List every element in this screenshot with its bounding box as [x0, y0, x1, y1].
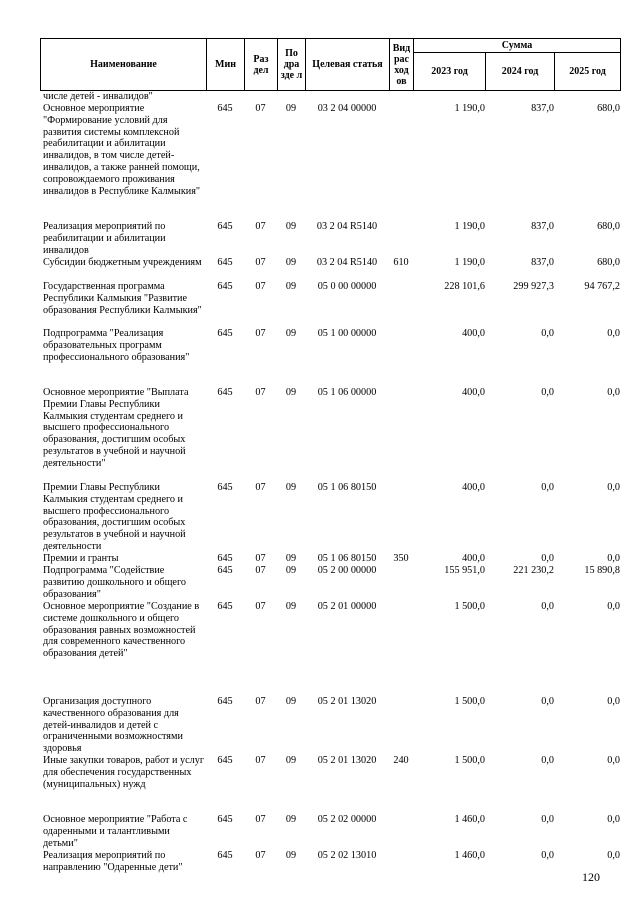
cell-s25: 0,0 — [607, 553, 620, 564]
cell-cel: 03 2 04 R5140 — [316, 257, 378, 268]
cell-s23: 1 190,0 — [454, 221, 485, 232]
cell-podr: 09 — [285, 601, 297, 612]
cell-name: Премии и гранты — [43, 553, 119, 564]
cell-s23: 400,0 — [462, 482, 485, 493]
cell-podr: 09 — [285, 221, 297, 232]
table-row — [40, 103, 620, 221]
cell-min: 645 — [217, 565, 233, 576]
cell-cel: 05 1 06 80150 — [317, 553, 377, 564]
document-page — [40, 38, 620, 874]
cell-vid: 240 — [393, 755, 409, 766]
cell-podr: 09 — [285, 103, 297, 114]
cell-s24: 0,0 — [541, 482, 554, 493]
cell-cel: 05 2 02 00000 — [317, 814, 377, 825]
cell-s24: 0,0 — [541, 755, 554, 766]
cell-cel: 05 1 06 00000 — [317, 387, 377, 398]
cell-vid: 350 — [393, 553, 409, 564]
cell-cel: 03 2 04 R5140 — [316, 221, 378, 232]
table-row — [40, 755, 620, 814]
cell-s24: 299 927,3 — [513, 281, 554, 292]
cell-name: Основное мероприятие "Выплата Премии Главы Республики Калмыкия студентам среднего и высшего профессионального образования, достигшим особых результатов в учебной и научной деятельности" — [43, 387, 189, 469]
table-row — [40, 482, 620, 553]
cell-razd: 07 — [255, 387, 266, 398]
header-celevaya: Целевая статья — [306, 39, 390, 91]
cell-cel: 05 1 06 80150 — [317, 482, 377, 493]
cell-min: 645 — [217, 482, 233, 493]
cell-min: 645 — [217, 850, 233, 861]
cell-razd: 07 — [255, 257, 266, 268]
cell-cel: 05 2 00 00000 — [317, 565, 377, 576]
cell-s24: 0,0 — [541, 814, 554, 825]
cell-s23: 400,0 — [462, 387, 485, 398]
cell-s23: 1 500,0 — [454, 755, 485, 766]
header-2025: 2025 год — [555, 53, 621, 91]
table-body — [40, 91, 620, 874]
cell-cel: 05 2 02 13010 — [317, 850, 377, 861]
cell-cel: 05 2 01 00000 — [317, 601, 377, 612]
cell-podr: 09 — [285, 281, 297, 292]
cell-name: Реализация мероприятий по направлению "Одаренные дети" — [43, 850, 183, 873]
table-row — [40, 850, 620, 874]
cell-s24: 837,0 — [531, 103, 554, 114]
cell-s24: 0,0 — [541, 328, 554, 339]
cell-s24: 0,0 — [541, 850, 554, 861]
cell-s24: 0,0 — [541, 553, 554, 564]
cell-s25: 0,0 — [607, 328, 620, 339]
table-row — [40, 257, 620, 281]
cell-name: Субсидии бюджетным учреждениям — [43, 257, 202, 268]
cell-razd: 07 — [255, 850, 266, 861]
cell-s25: 680,0 — [597, 257, 620, 268]
cell-podr: 09 — [285, 696, 297, 707]
table-row — [40, 565, 620, 601]
header-razdel: Раз дел — [245, 39, 278, 91]
header-2024: 2024 год — [486, 53, 555, 91]
cell-s25: 0,0 — [607, 601, 620, 612]
cell-s23: 1 460,0 — [454, 814, 485, 825]
cell-name: Основное мероприятие "Формирование условий для развития системы комплексной реабилитации и абилитации инвалидов, в том числе детей-инвалидов, а также ранней помощи, сопровождаемого проживания инвалидов в Республике Калмыкия" — [43, 103, 201, 197]
cell-min: 645 — [217, 257, 233, 268]
cell-s24: 221 230,2 — [513, 565, 554, 576]
cell-min: 645 — [217, 814, 233, 825]
cell-razd: 07 — [255, 601, 266, 612]
cell-s23: 155 951,0 — [444, 565, 485, 576]
table-row — [40, 281, 620, 328]
cell-razd: 07 — [255, 565, 266, 576]
cell-razd: 07 — [255, 553, 266, 564]
cell-s23: 1 460,0 — [454, 850, 485, 861]
cell-s24: 0,0 — [541, 601, 554, 612]
cell-podr: 09 — [285, 565, 297, 576]
cell-s25: 94 767,2 — [584, 281, 620, 292]
cell-cel: 03 2 04 00000 — [317, 103, 377, 114]
cell-s25: 0,0 — [607, 696, 620, 707]
table-row — [40, 221, 620, 257]
table-row — [40, 601, 620, 696]
cell-min: 645 — [217, 553, 233, 564]
cell-cel: 05 2 01 13020 — [317, 696, 377, 707]
table-row — [40, 387, 620, 482]
cell-min: 645 — [217, 601, 233, 612]
cell-name: Иные закупки товаров, работ и услуг для обеспечения государственных (муниципальных) нужд — [43, 755, 204, 790]
cell-name: Основное мероприятие "Работа с одаренными и талантливыми детьми" — [43, 814, 188, 849]
cell-vid: 610 — [393, 257, 409, 268]
cell-name: Организация доступного качественного образования для детей-инвалидов и детей с ограниченными возможностями здоровья — [43, 696, 183, 755]
table-row — [40, 553, 620, 565]
cell-name: Государственная программа Республики Калмыкия "Развитие образования Республики Калмыкия" — [43, 281, 202, 316]
cell-s23: 400,0 — [462, 553, 485, 564]
cell-podr: 09 — [285, 553, 297, 564]
cell-razd: 07 — [255, 221, 266, 232]
cell-podr: 09 — [285, 850, 297, 861]
cell-podr: 09 — [285, 814, 297, 825]
header-summa: Сумма — [414, 39, 621, 53]
cell-s25: 0,0 — [607, 387, 620, 398]
cell-cel: 05 1 00 00000 — [317, 328, 377, 339]
table-header — [40, 38, 621, 91]
cell-s25: 0,0 — [607, 850, 620, 861]
cell-podr: 09 — [285, 755, 297, 766]
cell-s23: 1 500,0 — [454, 696, 485, 707]
cell-name: Основное мероприятие "Создание в системе дошкольного и общего образования равных возможностей для современного качественного образования детей" — [43, 601, 200, 660]
cell-razd: 07 — [255, 755, 266, 766]
cell-name: Подпрограмма "Содействие развитию дошкольного и общего образования" — [43, 565, 186, 600]
cell-min: 645 — [217, 221, 233, 232]
table-row — [40, 696, 620, 755]
cell-razd: 07 — [255, 814, 266, 825]
cell-podr: 09 — [285, 328, 297, 339]
cell-podr: 09 — [285, 482, 297, 493]
cell-s23: 1 190,0 — [454, 257, 485, 268]
cell-s25: 0,0 — [607, 755, 620, 766]
cell-razd: 07 — [255, 482, 266, 493]
cell-s24: 837,0 — [531, 257, 554, 268]
cell-s23: 228 101,6 — [444, 281, 485, 292]
cell-cel: 05 2 01 13020 — [317, 755, 377, 766]
cell-min: 645 — [217, 755, 233, 766]
cell-s24: 837,0 — [531, 221, 554, 232]
header-min: Мин — [207, 39, 245, 91]
cell-name: Премии Главы Республики Калмыкия студентам среднего и высшего профессионального образования, достигшим особых результатов в учебной и научной деятельности — [43, 482, 186, 552]
cell-podr: 09 — [285, 387, 297, 398]
cell-min: 645 — [217, 281, 233, 292]
cell-s25: 680,0 — [597, 221, 620, 232]
cell-cel: 05 0 00 00000 — [317, 281, 377, 292]
header-name: Наименование — [41, 39, 207, 91]
cell-name: Реализация мероприятий по реабилитации и абилитации инвалидов — [43, 221, 166, 256]
cell-min: 645 — [217, 103, 233, 114]
cell-s25: 680,0 — [597, 103, 620, 114]
cell-s25: 0,0 — [607, 814, 620, 825]
cell-min: 645 — [217, 387, 233, 398]
cell-razd: 07 — [255, 696, 266, 707]
cell-name: числе детей - инвалидов" — [43, 91, 153, 102]
cell-razd: 07 — [255, 103, 266, 114]
table-row — [40, 91, 620, 103]
header-2023: 2023 год — [414, 53, 486, 91]
cell-min: 645 — [217, 696, 233, 707]
cell-s25: 15 890,8 — [584, 565, 620, 576]
cell-s23: 1 500,0 — [454, 601, 485, 612]
table-row — [40, 328, 620, 387]
cell-s23: 400,0 — [462, 328, 485, 339]
header-podrazdel: По дра зде л — [278, 39, 306, 91]
cell-razd: 07 — [255, 281, 266, 292]
cell-s25: 0,0 — [607, 482, 620, 493]
cell-s23: 1 190,0 — [454, 103, 485, 114]
cell-min: 645 — [217, 328, 233, 339]
page-number: 120 — [582, 870, 600, 884]
cell-razd: 07 — [255, 328, 266, 339]
header-vid: Вид рас ход ов — [390, 39, 414, 91]
cell-name: Подпрограмма "Реализация образовательных программ профессионального образования" — [43, 328, 190, 363]
cell-s24: 0,0 — [541, 696, 554, 707]
cell-podr: 09 — [285, 257, 297, 268]
table-row — [40, 814, 620, 850]
cell-s24: 0,0 — [541, 387, 554, 398]
